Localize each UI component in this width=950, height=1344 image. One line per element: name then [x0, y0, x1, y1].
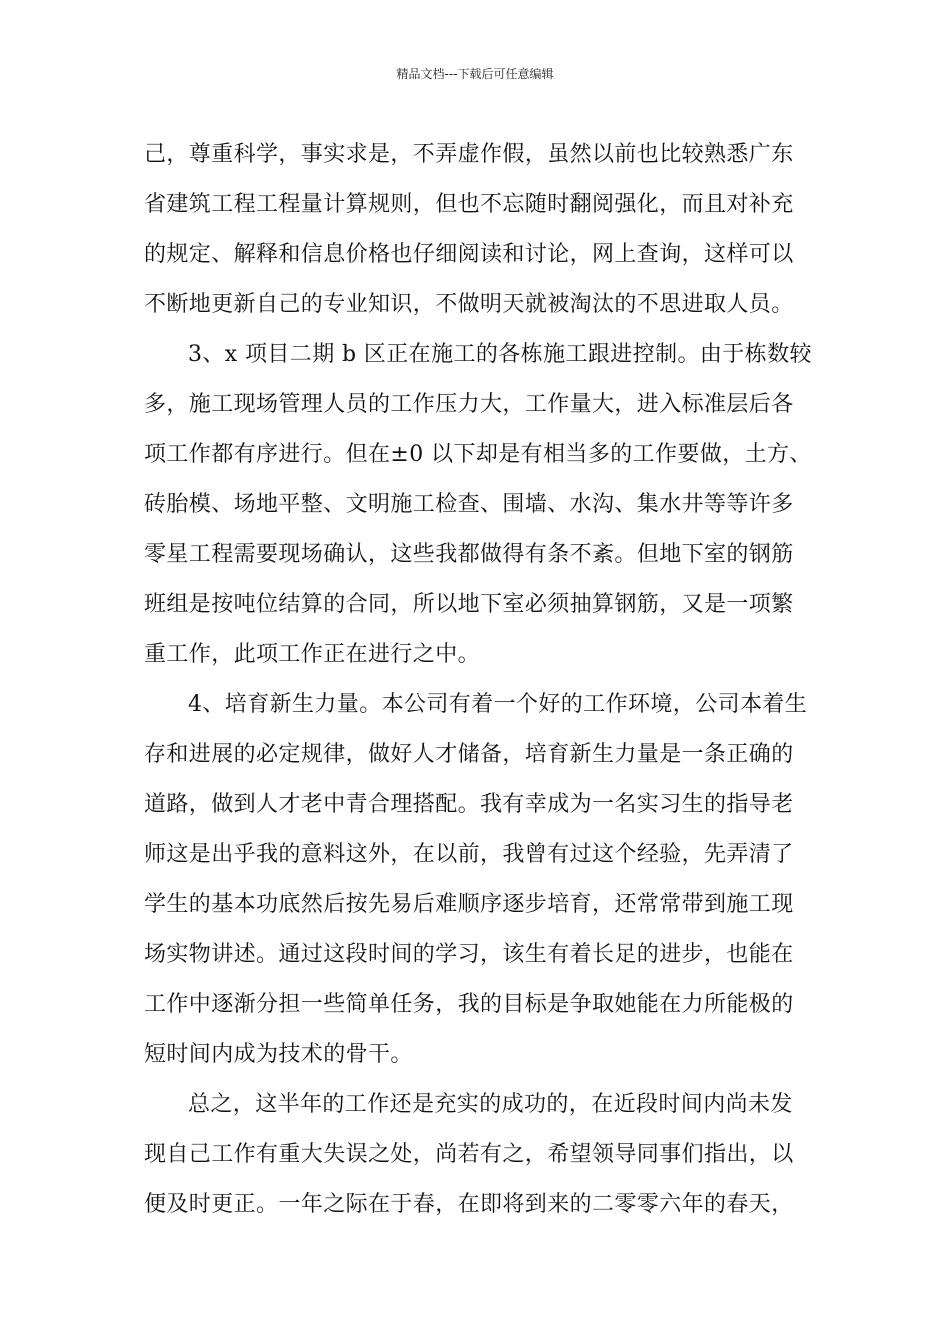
text-line: 师这是出乎我的意料这外，在以前，我曾有过这个经验，先弄清了 — [144, 842, 794, 867]
paragraph-start-line: 4、培育新生力量。本公司有着一个好的工作环境，公司本着生 — [188, 692, 808, 717]
text-line: 场实物讲述。通过这段时间的学习，该生有着长足的进步，也能在 — [144, 942, 794, 967]
text-line: 砖胎模、场地平整、文明施工检查、围墙、水沟、集水井等等许多 — [144, 492, 794, 517]
text-line: 省建筑工程工程量计算规则，但也不忘随时翻阅强化，而且对补充 — [144, 192, 794, 217]
text-line: 多，施工现场管理人员的工作压力大，工作量大，进入标准层后各 — [144, 392, 794, 417]
text-line: 短时间内成为技术的骨干。 — [144, 1042, 413, 1067]
text-line: 己，尊重科学，事实求是，不弄虚作假，虽然以前也比较熟悉广东 — [144, 142, 794, 167]
text-line: 工作中逐渐分担一些简单任务，我的目标是争取她能在力所能极的 — [144, 992, 794, 1017]
text-line: 零星工程需要现场确认，这些我都做得有条不紊。但地下室的钢筋 — [144, 542, 794, 567]
text-line: 便及时更正。一年之际在于春，在即将到来的二零零六年的春天， — [144, 1192, 794, 1217]
text-line: 的规定、解释和信息价格也仔细阅读和讨论，网上查询，这样可以 — [144, 242, 794, 267]
paragraph-start-line: 总之，这半年的工作还是充实的成功的，在近段时间内尚未发 — [188, 1092, 793, 1117]
text-line: 班组是按吨位结算的合同，所以地下室必须抽算钢筋，又是一项繁 — [144, 592, 794, 617]
paragraph-start-line: 3、x 项目二期 b 区正在施工的各栋施工跟进控制。由于栋数较 — [188, 342, 812, 367]
text-line: 不断地更新自己的专业知识，不做明天就被淘汰的不思进取人员。 — [144, 292, 794, 317]
text-line: 重工作，此项工作正在进行之中。 — [144, 642, 481, 667]
page-header: 精品文档---下载后可任意编辑 — [396, 67, 554, 81]
text-line: 存和进展的必定规律，做好人才储备，培育新生力量是一条正确的 — [144, 742, 794, 767]
text-line: 道路，做到人才老中青合理搭配。我有幸成为一名实习生的指导老 — [144, 792, 794, 817]
body-text — [144, 130, 814, 1230]
text-line: 学生的基本功底然后按先易后难顺序逐步培育，还常常带到施工现 — [144, 892, 794, 917]
text-line: 项工作都有序进行。但在±0 以下却是有相当多的工作要做，土方、 — [144, 442, 812, 467]
text-line: 现自己工作有重大失误之处，尚若有之，希望领导同事们指出，以 — [144, 1142, 794, 1167]
